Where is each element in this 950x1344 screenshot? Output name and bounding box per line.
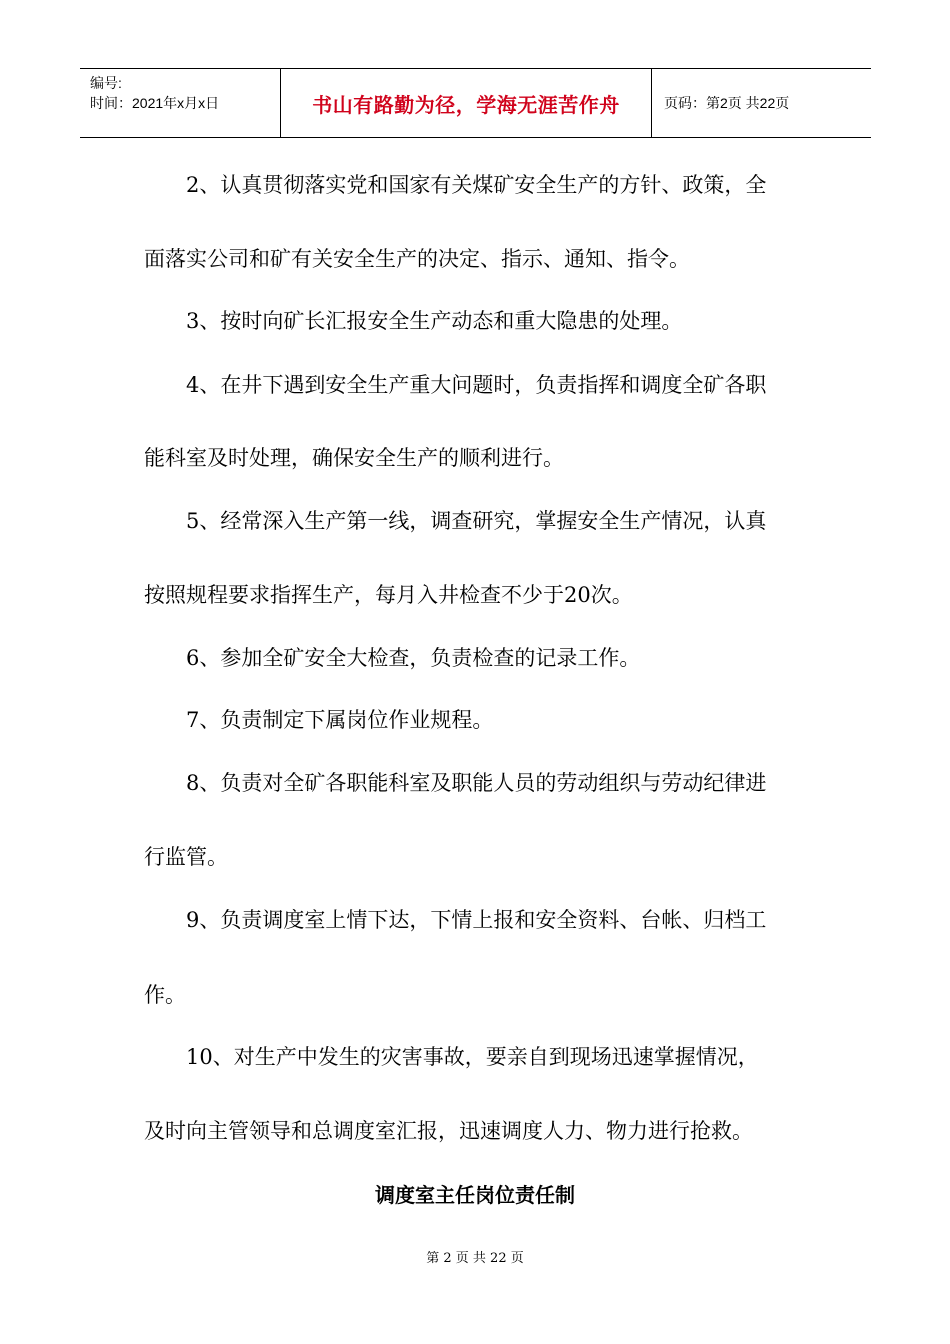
body-line: 10、对生产中发生的灾害事故，要亲自到现场迅速掌握情况， — [186, 1045, 759, 1069]
header-page-cell — [652, 69, 871, 137]
body-line: 4、在井下遇到安全生产重大问题时，负责指挥和调度全矿各职 — [186, 373, 767, 397]
footer-page-number: 第 2 页 共 22 页 — [426, 1251, 524, 1266]
body-line: 面落实公司和矿有关安全生产的决定、指示、通知、指令。 — [144, 247, 690, 271]
body-line: 5、经常深入生产第一线，调查研究，掌握安全生产情况，认真 — [186, 509, 767, 533]
body-line: 行监管。 — [144, 845, 228, 869]
body-line: 3、按时向矿长汇报安全生产动态和重大隐患的处理。 — [186, 309, 683, 333]
document-number-label: 编号: — [90, 75, 122, 91]
body-line: 2、认真贯彻落实党和国家有关煤矿安全生产的方针、政策，全 — [186, 173, 767, 197]
body-line: 作。 — [144, 983, 186, 1007]
header-page-code: 页码：第2页 共22页 — [664, 95, 790, 111]
header-motto: 书山有路勤为径，学海无涯苦作舟 — [312, 94, 620, 117]
body-line: 及时向主管领导和总调度室汇报，迅速调度人力、物力进行抢救。 — [144, 1119, 753, 1143]
body-line: 能科室及时处理，确保安全生产的顺利进行。 — [144, 446, 564, 470]
document-date-label: 时间：2021年x月x日 — [90, 95, 220, 111]
header-meta-cell — [80, 69, 281, 137]
page-footer — [0, 1247, 950, 1266]
body-line: 7、负责制定下属岗位作业规程。 — [186, 708, 494, 732]
body-line: 8、负责对全矿各职能科室及职能人员的劳动组织与劳动纪律进 — [186, 771, 767, 795]
body-line: 6、参加全矿安全大检查，负责检查的记录工作。 — [186, 646, 641, 670]
section-title: 调度室主任岗位责任制 — [375, 1185, 575, 1207]
body-line: 9、负责调度室上情下达，下情上报和安全资料、台帐、归档工 — [186, 908, 767, 932]
body-line: 按照规程要求指挥生产，每月入井检查不少于20次。 — [144, 583, 633, 607]
header-motto-cell — [281, 69, 652, 137]
page-header — [80, 68, 871, 138]
